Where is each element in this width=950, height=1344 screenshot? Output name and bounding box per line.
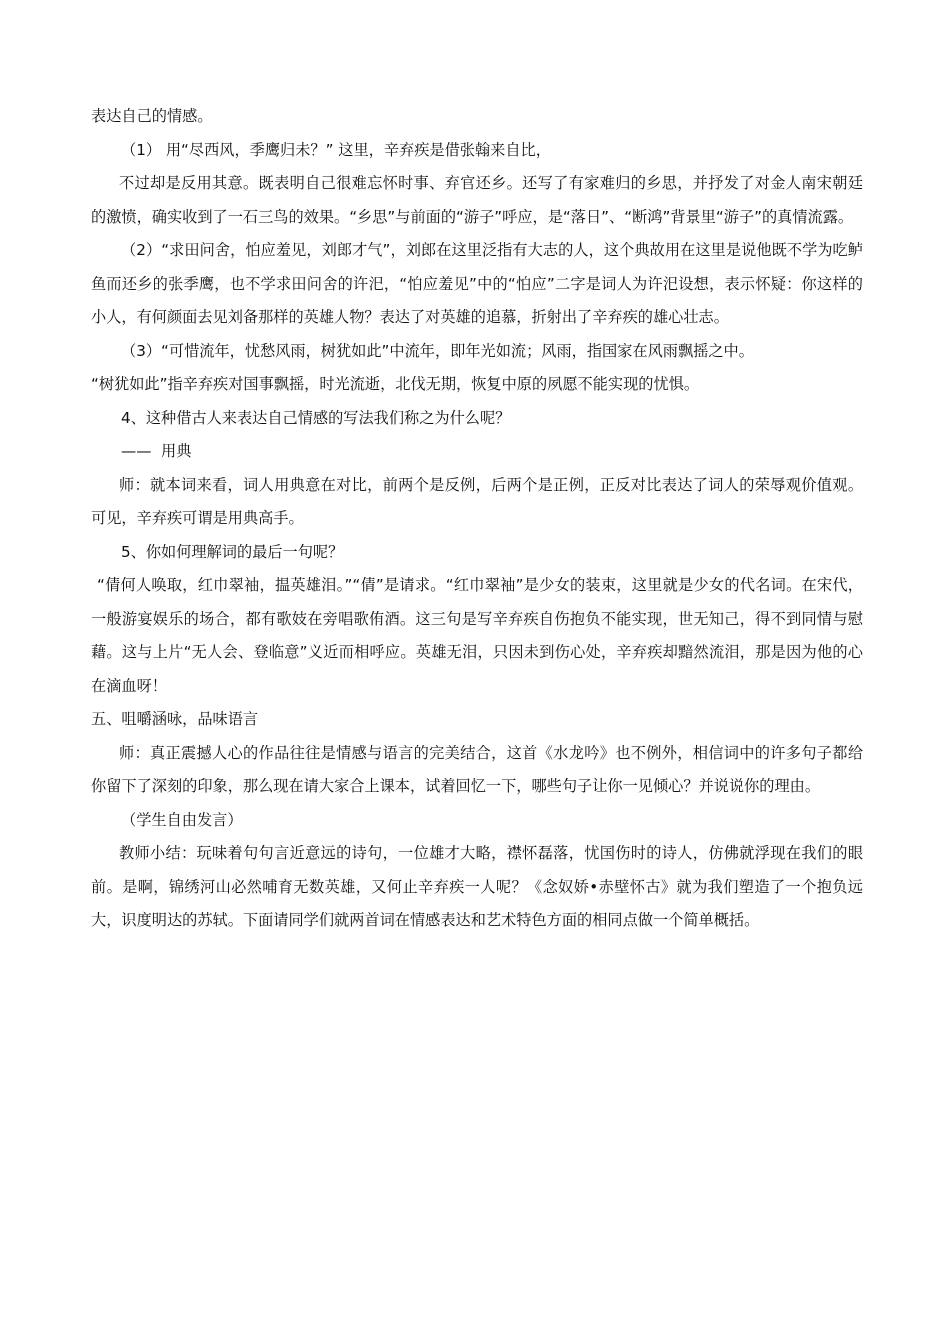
- paragraph-point-1-explanation: 不过却是反用其意。既表明自己很难忘怀时事、弃官还乡。还写了有家难归的乡思，并抒发了对金人南宋朝廷的激愤，确实收到了一石三鸟的效果。“乡思”与前面的“游子”呼应，是“落日”、“断鸿”背景里“游子”的真情流露。: [91, 174, 863, 226]
- answer-5: “倩何人唤取，红巾翠袖，揾英雄泪。”“倩”是请求。“红巾翠袖”是少女的装束，这里就是少女的代名词。在宋代，一般游宴娱乐的场合，都有歌妓在旁唱歌侑酒。这三句是写辛弃疾自伤抱负不能实现，世无知己，得不到同情与慰藉。这与上片“无人会、登临意”义近而相呼应。英雄无泪，只因未到伤心处，辛弃疾却黯然流泪，那是因为他的心在滴血呀！: [91, 576, 863, 695]
- paragraph-point-3: （3）“可惜流年，忧愁风雨，树犹如此”中流年，即年光如流；风雨，指国家在风雨飘摇之中。: [121, 341, 754, 360]
- document-body: [91, 100, 863, 938]
- teacher-summary: 教师小结：玩味着句句言近意远的诗句，一位雄才大略，襟怀磊落，忧国伤时的诗人，仿佛就浮现在我们的眼前。是啊，锦绣河山必然哺育无数英雄，又何止辛弃疾一人呢？《念奴娇•赤壁怀古》就为我们塑造了一个抱负远大，识度明达的苏轼。下面请同学们就两首词在情感表达和艺术特色方面的相同点做一个简单概括。: [91, 844, 863, 929]
- question-5: 5、你如何理解词的最后一句呢？: [121, 542, 344, 561]
- section-heading-5: 五、咀嚼涵咏，品味语言: [91, 710, 259, 728]
- teacher-prompt-language: 师：真正震撼人心的作品往往是情感与语言的完美结合，这首《水龙吟》也不例外，相信词中的许多句子都给你留下了深刻的印象，那么现在请大家合上课本，试着回忆一下，哪些句子让你一见倾心？并说说你的理由。: [91, 743, 863, 795]
- paragraph-intro-end: 表达自己的情感。: [91, 107, 213, 125]
- paragraph-point-1: （1） 用“尽西风，季鹰归未？” 这里，辛弃疾是借张翰来自比，: [121, 140, 551, 159]
- answer-4: —— 用典: [121, 442, 192, 460]
- paragraph-point-2: （2）“求田问舍，怕应羞见，刘郎才气”，刘郎在这里泛指有大志的人，这个典故用在这里是说他既不学为吃鲈鱼而还乡的张季鹰，也不学求田问舍的许汜，“怕应羞见”中的“怕应”二字是词人为许汜设想，表示怀疑：你这样的小人，有何颜面去见刘备那样的英雄人物？表达了对英雄的追慕，折射出了辛弃疾的雄心壮志。: [91, 241, 863, 326]
- question-4: 4、这种借古人来表达自己情感的写法我们称之为什么呢？: [121, 408, 511, 427]
- teacher-comment-allusion: 师：就本词来看，词人用典意在对比，前两个是反例，后两个是正例，正反对比表达了词人的荣辱观价值观。可见，辛弃疾可谓是用典高手。: [91, 475, 863, 527]
- paragraph-point-3-continued: “树犹如此”指辛弃疾对国事飘摇，时光流逝，北伐无期，恢复中原的夙愿不能实现的忧惧。: [91, 375, 700, 393]
- student-discussion-note: （学生自由发言）: [121, 810, 243, 829]
